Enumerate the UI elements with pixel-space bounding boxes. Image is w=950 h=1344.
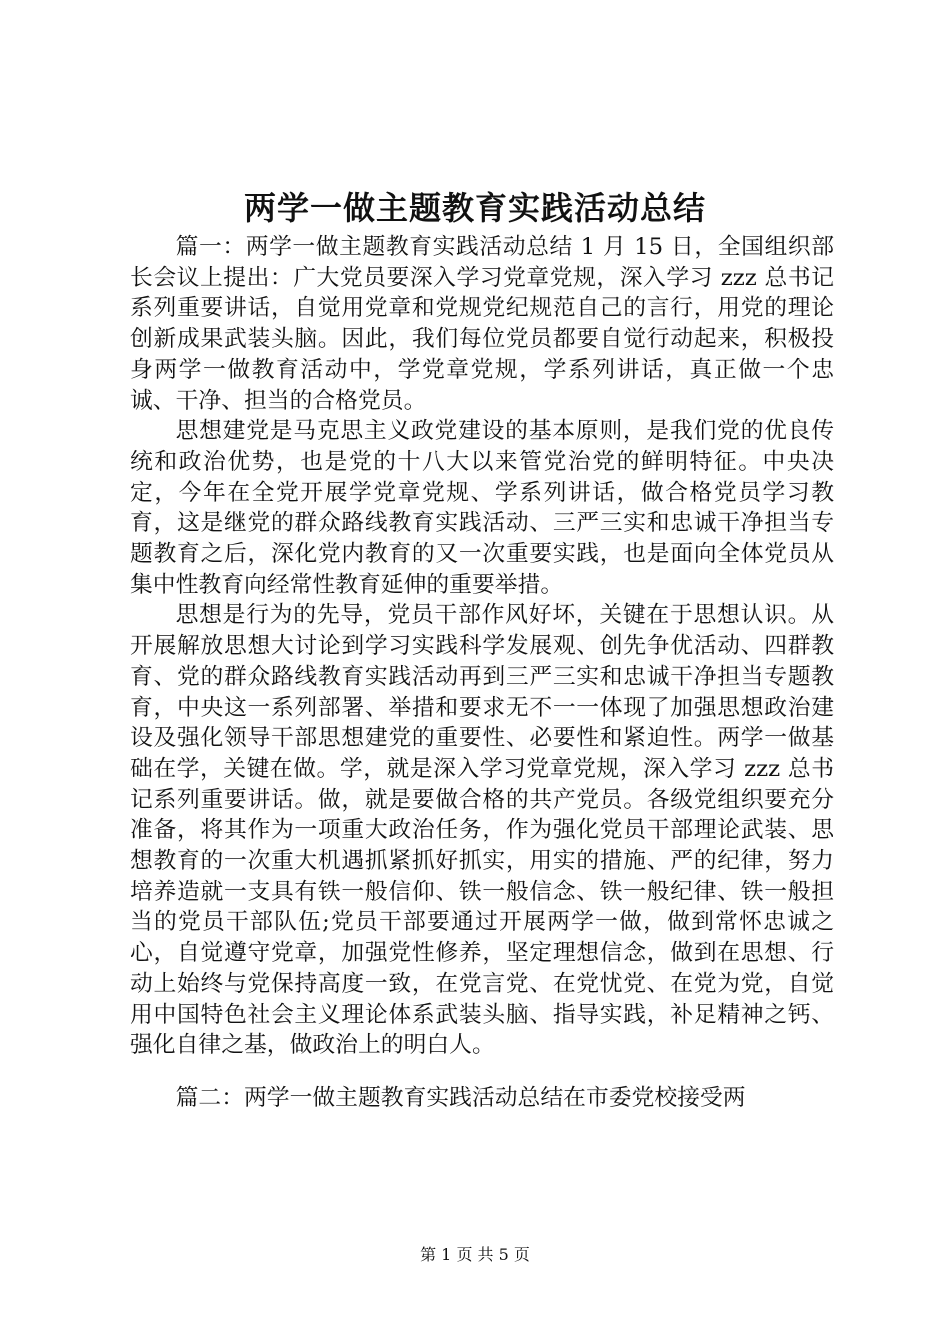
paragraph-2: 思想建党是马克思主义政党建设的基本原则，是我们党的优良传统和政治优势，也是党的十八大以来管党治党的鲜明特征。中央决定，今年在全党开展学党章党规、学系列讲话，做合格党员学习教育，这是继党的群众路线教育实践活动、三严三实和忠诚干净担当专题教育之后，深化党内教育的又一次重要实践，也是面向全体党员从集中性教育向经常性教育延伸的重要举措。 — [130, 418, 834, 598]
paragraph-1: 篇一：两学一做主题教育实践活动总结 1 月 15 日，全国组织部长会议上提出：广大党员要深入学习党章党规，深入学习 zzz 总书记系列重要讲话，自觉用党章和党规党纪规范自己的言行，用党的理论创新成果武装头脑。因此，我们每位党员都要自觉行动起来，积极投身两学一做教育活动中，学党章党规，学系列讲话，真正做一个忠诚、干净、担当的合格党员。 — [130, 234, 834, 414]
paragraph-3: 思想是行为的先导，党员干部作风好坏，关键在于思想认识。从开展解放思想大讨论到学习实践科学发展观、创先争优活动、四群教育、党的群众路线教育实践活动再到三严三实和忠诚干净担当专题教育，中央这一系列部署、举措和要求无不一一体现了加强思想政治建设及强化领导干部思想建党的重要性、必要性和紧迫性。两学一做基础在学，关键在做。学，就是深入学习党章党规，深入学习 zzz 总书记系列重要讲话。做，就是要做合格的共产党员。各级党组织要充分准备，将其作为一项重大政治任务，作为强化党员干部理论武装、思想教育的一次重大机遇抓紧抓好抓实，用实的措施、严的纪律，努力培养造就一支具有铁一般信仰、铁一般信念、铁一般纪律、铁一般担当的党员干部队伍;党员干部要通过开展两学一做，做到常怀忠诚之心，自觉遵守党章，加强党性修养，坚定理想信念，做到在思想、行动上始终与党保持高度一致，在党言党、在党忧党、在党为党，自觉用中国特色社会主义理论体系武装头脑、指导实践，补足精神之钙、强化自律之基，做政治上的明白人。 — [130, 602, 834, 1059]
document-title: 两学一做主题教育实践活动总结 — [243, 189, 706, 227]
paragraph-4: 篇二：两学一做主题教育实践活动总结在市委党校接受两 — [175, 1084, 746, 1111]
page-footer: 第 1 页 共 5 页 — [420, 1245, 530, 1264]
document-body — [130, 232, 834, 1114]
